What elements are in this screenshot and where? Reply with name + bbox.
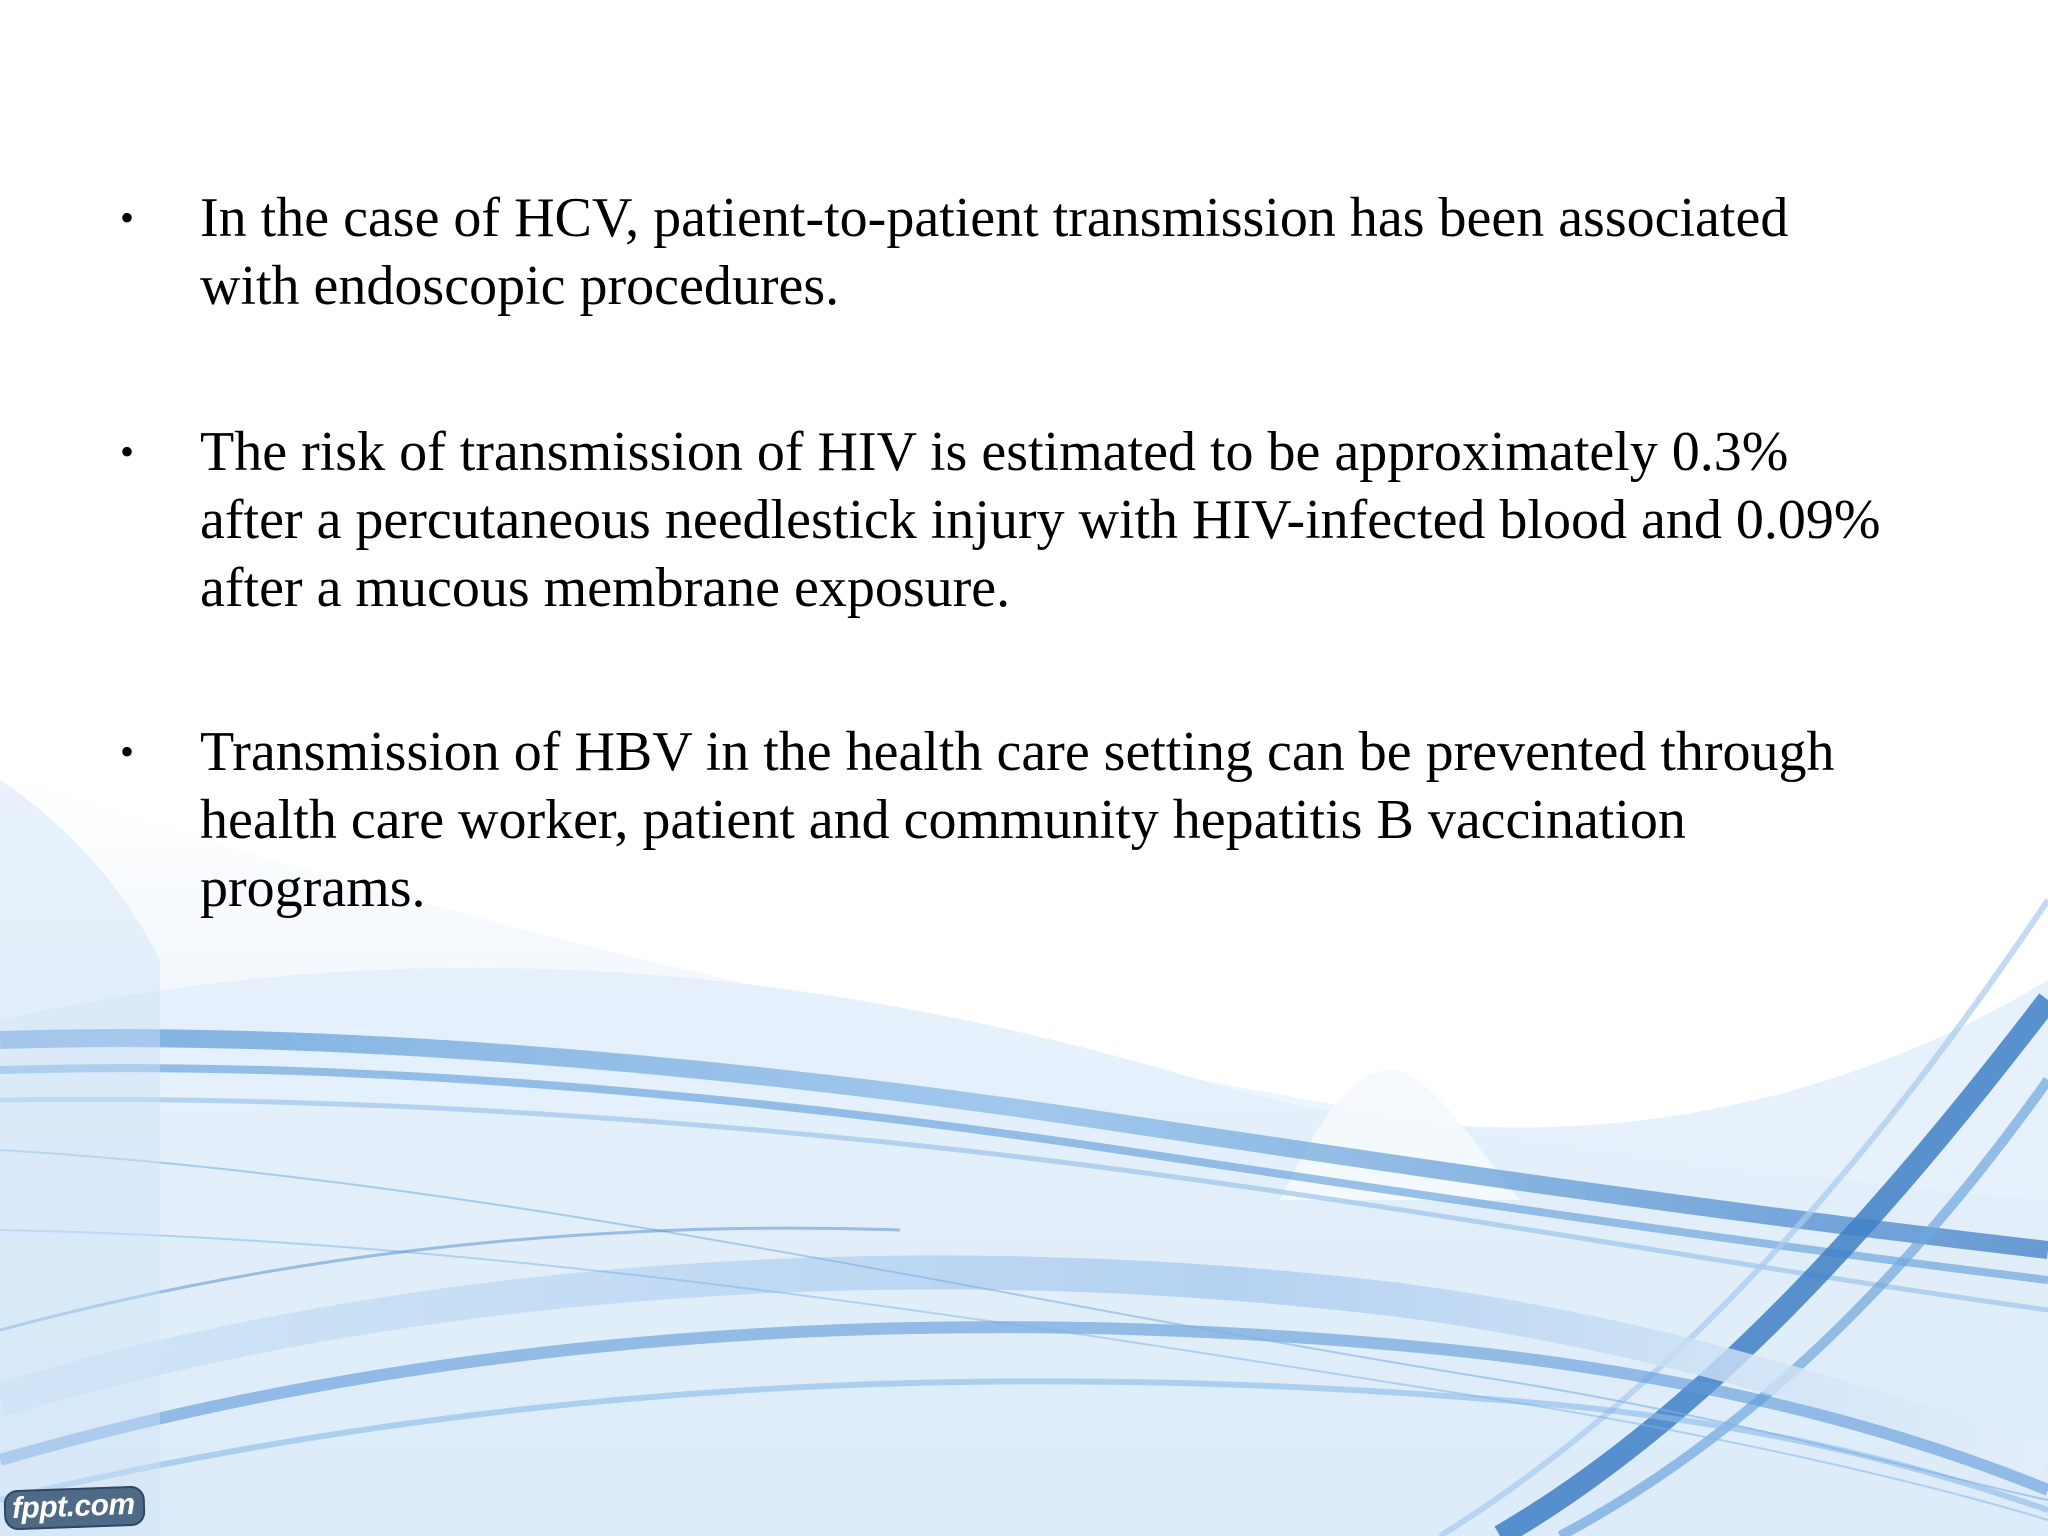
bullet-line: Transmission of HBV in the health care setting can be prevented through	[200, 721, 1835, 783]
bullet-line: programs.	[200, 857, 426, 919]
bullet-item	[120, 718, 1920, 922]
bullet-line: health care worker, patient and community hepatitis B vaccination	[200, 789, 1686, 851]
bullet-text	[200, 184, 1920, 320]
bullet-line: The risk of transmission of HIV is estimated to be approximately 0.3%	[200, 421, 1789, 483]
bullet-item	[120, 184, 1920, 320]
bullet-symbol: •	[120, 729, 135, 774]
bullet-line: In the case of HCV, patient-to-patient transmission has been associated	[200, 187, 1789, 249]
bullet-line: with endoscopic procedures.	[200, 255, 840, 317]
bullet-text	[200, 418, 1920, 622]
bullet-item	[120, 418, 1920, 622]
bullet-line: after a mucous membrane exposure.	[200, 557, 1011, 619]
fppt-watermark-logo: fppt.com	[3, 1486, 145, 1531]
bullet-text	[200, 718, 1920, 922]
bullet-symbol: •	[120, 429, 135, 474]
bullet-symbol: •	[120, 195, 135, 240]
bullet-line: after a percutaneous needlestick injury with HIV-infected blood and 0.09%	[200, 489, 1881, 551]
